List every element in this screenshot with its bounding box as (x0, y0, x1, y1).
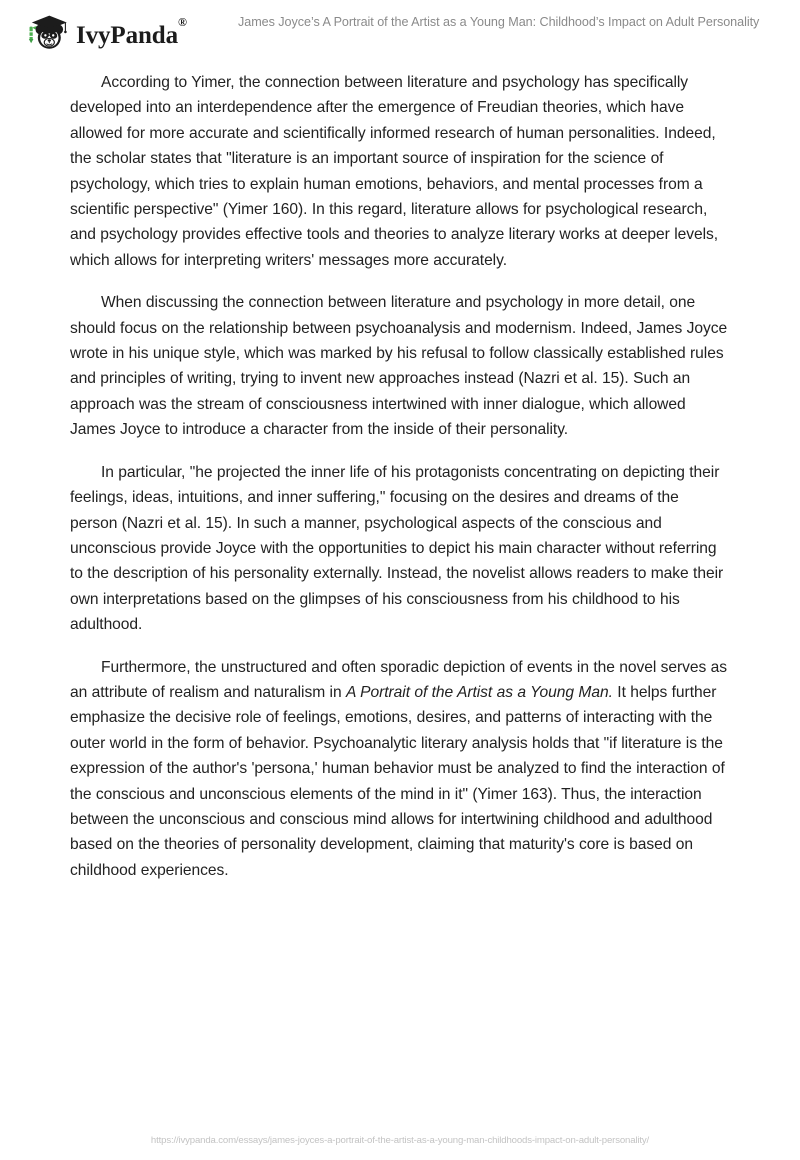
document-body (70, 70, 730, 900)
registered-trademark-icon: ® (178, 15, 187, 30)
paragraph-1 (70, 70, 730, 273)
page-footer (0, 1130, 800, 1148)
paragraph-4-run-3: It helps further emphasize the decisive role of feelings, emotions, desires, and patterns of interacting with the outer world in the form of behavior. Psychoanalytic literary analysis holds that "if literature is the expression of the author's 'persona,' human behavior must be analyzed to find the interaction of the conscious and unconscious elements of the mind in it" (Yimer 163). Thus, the interaction between the unconscious and conscious mind allows for intertwining childhood and adulthood based on the theories of personality development, claiming that maturity's core is based on childhood experiences. (70, 683, 725, 879)
paragraph-2-run-1: When discussing the connection between literature and psychology in more detail, one should focus on the relationship between psychoanalysis and modernism. Indeed, James Joyce wrote in his unique style, which was marked by his refusal to follow classically established rules and principles of writing, trying to invent new approaches instead (Nazri et al. 15). Such an approach was the stream of consciousness intertwined with inner dialogue, which allowed James Joyce to introduce a character from the inside of their personality. (70, 294, 728, 439)
brand-logo[interactable] (24, 11, 187, 57)
source-url-link[interactable]: https://ivypanda.com/essays/james-joyces-a-portrait-of-the-artist-as-a-young-man-childhoods-impact-on-adult-personality/ (150, 1135, 650, 1146)
page-header (0, 0, 800, 66)
document-title-header: James Joyce’s A Portrait of the Artist as a Young Man: Childhood’s Impact on Adult Personality (238, 15, 760, 29)
brand-name (76, 15, 187, 49)
paragraph-2 (70, 290, 730, 442)
paragraph-3 (70, 460, 730, 638)
paragraph-1-run-1: According to Yimer, the connection between literature and psychology has specifically developed into an interdependence after the emergence of Freudian theories, which have allowed for more accurate and scientifically informed research of human personalities. Indeed, the scholar states that "literature is an important source of inspiration for the science of psychology, which tries to explain human emotions, behaviors, and mental processes from a scientific perspective" (Yimer 160). In this regard, literature allows for psychological research, and psychology provides effective tools and theories to analyze literary works at deeper levels, which allows for interpreting writers' messages more accurately. (70, 74, 719, 269)
paragraph-3-run-1: In particular, "he projected the inner life of his protagonists concentrating on depicting their feelings, ideas, intuitions, and inner suffering," focusing on the desires and dreams of the person (Nazri et al. 15). In such a manner, psychological aspects of the conscious and unconscious provide Joyce with the opportunities to depict his main character without referring to the description of his personality externally. Instead, the novelist allows readers to make their own interpretations based on the glimpses of his consciousness from his childhood to his adulthood. (70, 463, 724, 634)
panda-graduate-logo-icon (24, 11, 70, 57)
paragraph-4 (70, 655, 730, 884)
brand-name-text: IvyPanda (76, 21, 179, 49)
book-title-italic: A Portrait of the Artist as a Young Man. (345, 683, 613, 701)
paragraph-4-run-1: Furthermore, the unstructured and often sporadic depiction of events in the novel serves as an attribute of realism and naturalism in (70, 658, 728, 701)
